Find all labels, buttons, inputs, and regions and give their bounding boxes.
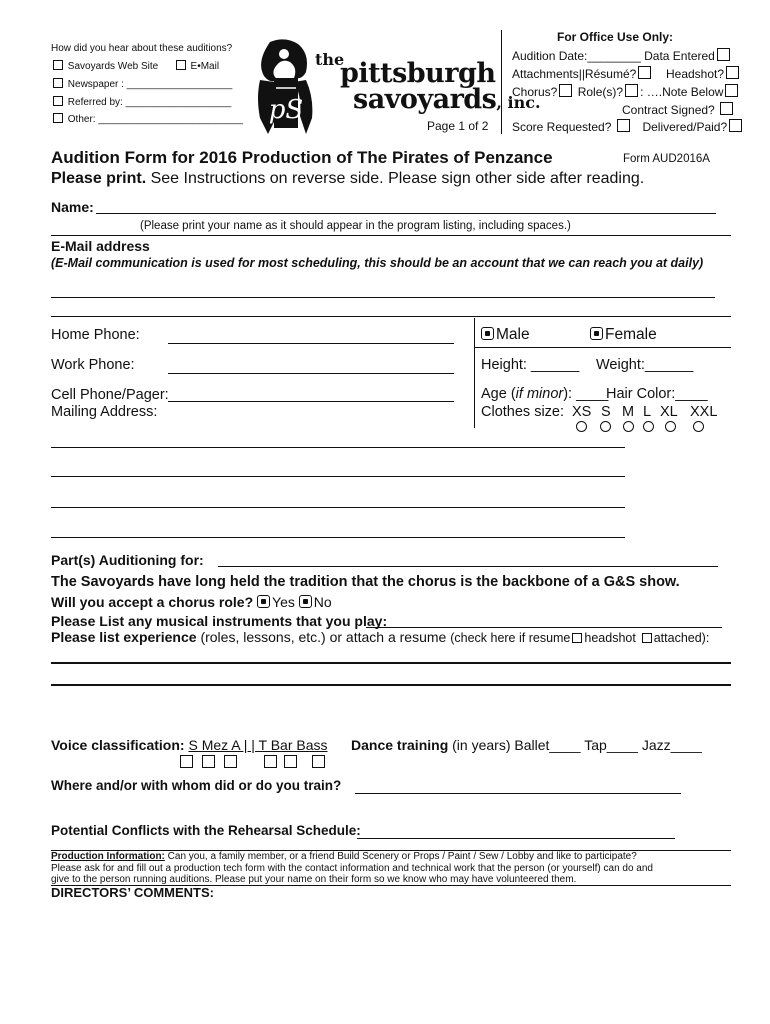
- voice-baritone-checkbox[interactable]: [284, 755, 297, 768]
- office-headshot-label: Headshot?: [665, 67, 725, 81]
- age-minor: if minor: [515, 386, 564, 402]
- size-xxl: XXL: [690, 404, 718, 420]
- how-heard-question: How did you hear about these auditions?: [51, 43, 233, 54]
- production-info: [51, 851, 653, 886]
- production-line-3: give to the person running auditions. Please put your name on their form so we know who may have volunteered them.: [51, 874, 577, 885]
- tap-field[interactable]: Tap____: [584, 737, 638, 753]
- size-xxl-radio[interactable]: [693, 421, 704, 432]
- office-roles-checkbox[interactable]: [625, 84, 638, 97]
- experience-note: (roles, lessons, etc.) or attach a resume: [200, 629, 447, 645]
- attachments-label: Attachments||Résumé?: [512, 67, 637, 81]
- name-note: (Please print your name as it should appear in the program listing, including spaces.): [140, 220, 571, 232]
- delivered-paid-label: Delivered/Paid?: [642, 120, 728, 134]
- experience-row: [51, 629, 709, 645]
- form-title: Audition Form for 2016 Production of The Pirates of Penzance: [51, 148, 553, 167]
- email-note: (E-Mail communication is used for most scheduling, this should be an account that we can reach you at daily): [51, 256, 704, 270]
- chorus-question: Will you accept a chorus role?: [51, 594, 254, 610]
- email-label: E-Mail address: [51, 238, 150, 254]
- data-entered-checkbox[interactable]: [717, 48, 730, 61]
- please-print: Please print.: [51, 170, 147, 187]
- production-line-2: Please ask for and fill out a production tech form with the contact information and technical work that the person (or yourself) can do and: [51, 862, 653, 874]
- parts-field[interactable]: [218, 566, 718, 567]
- size-l-radio[interactable]: [643, 421, 654, 432]
- headshot-attached-checkbox[interactable]: [642, 633, 652, 643]
- score-requested-label: Score Requested?: [512, 120, 612, 134]
- office-chorus-checkbox[interactable]: [559, 84, 572, 97]
- parts-label: Part(s) Auditioning for:: [51, 552, 204, 568]
- office-row-1: [512, 48, 732, 63]
- office-row-5: [512, 119, 744, 134]
- other-checkbox[interactable]: [53, 113, 63, 123]
- instruments-field[interactable]: [366, 627, 722, 628]
- web-site-label: Savoyards Web Site: [67, 61, 159, 72]
- chorus-no-label: No: [313, 594, 332, 610]
- office-use-box: [501, 30, 728, 134]
- size-m-radio[interactable]: [623, 421, 634, 432]
- dance-years: (in years): [452, 737, 511, 753]
- data-entered-label: Data Entered: [644, 49, 715, 63]
- chorus-yes-radio[interactable]: [257, 595, 270, 608]
- experience-line-1[interactable]: [51, 662, 731, 664]
- divider: [51, 235, 731, 236]
- experience-label: Please list experience: [51, 629, 197, 645]
- delivered-paid-checkbox[interactable]: [729, 119, 742, 132]
- attached-text: attached):: [653, 631, 710, 645]
- name-field[interactable]: [96, 213, 716, 214]
- size-s: S: [601, 404, 611, 420]
- gender-female-option[interactable]: [590, 326, 657, 344]
- voice-tenor-checkbox[interactable]: [264, 755, 277, 768]
- instruments-label: Please List any musical instruments that you play:: [51, 613, 388, 629]
- size-xl-radio[interactable]: [665, 421, 676, 432]
- resume-checkbox[interactable]: [638, 66, 651, 79]
- how-heard-option-newspaper: [51, 78, 232, 90]
- production-line-1: [51, 851, 653, 863]
- audition-date-label: Audition Date:________: [512, 49, 641, 63]
- size-s-radio[interactable]: [600, 421, 611, 432]
- headshot-text: headshot: [584, 631, 636, 645]
- logo-emblem-icon: [250, 38, 320, 136]
- weight-field[interactable]: Weight:______: [596, 357, 694, 373]
- referred-label: Referred by: ___________________: [67, 97, 232, 108]
- chorus-tradition: The Savoyards have long held the tradition that the chorus is the backbone of a G&S show.: [51, 574, 680, 590]
- check-here-text: (check here if resume: [450, 631, 571, 645]
- dance-label: Dance training: [351, 737, 449, 753]
- contract-signed-checkbox[interactable]: [720, 102, 733, 115]
- email-checkbox[interactable]: [176, 60, 186, 70]
- office-row-3: [512, 84, 740, 99]
- voice-row: [51, 737, 328, 753]
- cell-phone-field[interactable]: [168, 401, 454, 402]
- work-phone-label: Work Phone:: [51, 357, 135, 373]
- home-phone-label: Home Phone:: [51, 327, 140, 343]
- dance-row: [351, 737, 702, 753]
- print-instructions: [51, 170, 644, 188]
- voice-soprano-checkbox[interactable]: [180, 755, 193, 768]
- logo-inc: , inc.: [496, 93, 541, 112]
- train-field[interactable]: [355, 793, 681, 794]
- office-chorus-label: Chorus?: [512, 85, 558, 99]
- cell-phone-label: Cell Phone/Pager:: [51, 387, 169, 403]
- production-text-1: Can you, a family member, or a friend Build Scenery or Props / Paint / Sew / Lobby and like to participate?: [167, 851, 637, 862]
- svg-text:pS: pS: [268, 95, 304, 125]
- how-heard-option-referred: [51, 96, 231, 108]
- email-field[interactable]: [51, 297, 715, 298]
- size-xl: XL: [660, 404, 678, 420]
- male-label: Male: [496, 326, 530, 343]
- conflicts-label: Potential Conflicts with the Rehearsal Schedule:: [51, 823, 361, 838]
- home-phone-field[interactable]: [168, 343, 454, 344]
- mailing-address-line-1[interactable]: [51, 447, 625, 448]
- age-field[interactable]: [481, 386, 608, 402]
- train-label: Where and/or with whom did or do you train?: [51, 778, 342, 793]
- clothes-size-label: Clothes size:: [481, 404, 565, 420]
- chorus-no-radio[interactable]: [299, 595, 312, 608]
- web-site-checkbox[interactable]: [53, 60, 63, 70]
- how-heard-option-web: [51, 60, 219, 72]
- production-label: Production Information:: [51, 851, 165, 862]
- how-heard-option-other: [51, 113, 243, 125]
- mailing-address-line-2[interactable]: [51, 476, 625, 477]
- height-field[interactable]: Height: ______: [481, 357, 580, 373]
- chorus-question-row: [51, 594, 332, 610]
- column-divider: [474, 318, 475, 428]
- office-use-title: For Office Use Only:: [557, 30, 674, 44]
- divider: [51, 316, 731, 317]
- logo-the: the: [315, 50, 345, 69]
- directors-comments-label: DIRECTORS’ COMMENTS:: [51, 885, 214, 900]
- logo-pittsburgh: pittsburgh: [340, 58, 496, 89]
- hair-color-field[interactable]: Hair Color:____: [606, 386, 708, 402]
- logo-savoyards: savoyards: [353, 84, 497, 115]
- age-prefix: Age (: [481, 386, 516, 402]
- voice-label: Voice classification:: [51, 737, 185, 753]
- voice-mezzo-checkbox[interactable]: [202, 755, 215, 768]
- note-below-checkbox[interactable]: [725, 84, 738, 97]
- mailing-address-line-4[interactable]: [51, 537, 625, 538]
- conflicts-field[interactable]: [357, 838, 675, 839]
- work-phone-field[interactable]: [168, 373, 454, 374]
- score-requested-checkbox[interactable]: [617, 119, 630, 132]
- mailing-address-line-3[interactable]: [51, 507, 625, 508]
- ballet-field[interactable]: Ballet____: [514, 737, 581, 753]
- resume-attached-checkbox[interactable]: [572, 633, 582, 643]
- instructions-text: See Instructions on reverse side. Please sign other side after reading.: [150, 170, 645, 187]
- age-suffix: ): ____: [563, 386, 609, 402]
- page-number: Page 1 of 2: [427, 119, 489, 133]
- newspaper-label: Newspaper : ___________________: [67, 79, 233, 90]
- female-label: Female: [605, 326, 657, 343]
- size-l: L: [643, 404, 652, 420]
- female-radio[interactable]: [590, 327, 603, 340]
- contract-signed-label: Contract Signed?: [622, 103, 715, 117]
- voice-bass-checkbox[interactable]: [312, 755, 325, 768]
- form-id: Form AUD2016A: [623, 153, 710, 165]
- office-headshot-checkbox[interactable]: [726, 66, 739, 79]
- size-m: M: [622, 404, 635, 420]
- note-below-label: : ….Note Below: [640, 85, 724, 99]
- gender-male-option[interactable]: [481, 326, 530, 344]
- jazz-field[interactable]: Jazz____: [641, 737, 702, 753]
- size-xs-radio[interactable]: [576, 421, 587, 432]
- email-option-label: E•Mail: [190, 61, 220, 72]
- chorus-yes-label: Yes: [272, 594, 295, 610]
- office-row-2: [512, 66, 741, 81]
- office-roles-label: Role(s)?: [577, 85, 624, 99]
- experience-line-2[interactable]: [51, 684, 731, 686]
- size-xs: XS: [572, 404, 592, 420]
- other-label: Other: __________________________: [67, 114, 243, 125]
- male-radio[interactable]: [481, 327, 494, 340]
- mailing-address-label: Mailing Address:: [51, 404, 158, 420]
- voice-types: S Mez A | | T Bar Bass: [188, 737, 328, 753]
- divider: [475, 347, 731, 348]
- office-row-4: [622, 102, 735, 117]
- newspaper-checkbox[interactable]: [53, 78, 63, 88]
- name-label: Name:: [51, 199, 94, 215]
- referred-checkbox[interactable]: [53, 96, 63, 106]
- voice-alto-checkbox[interactable]: [224, 755, 237, 768]
